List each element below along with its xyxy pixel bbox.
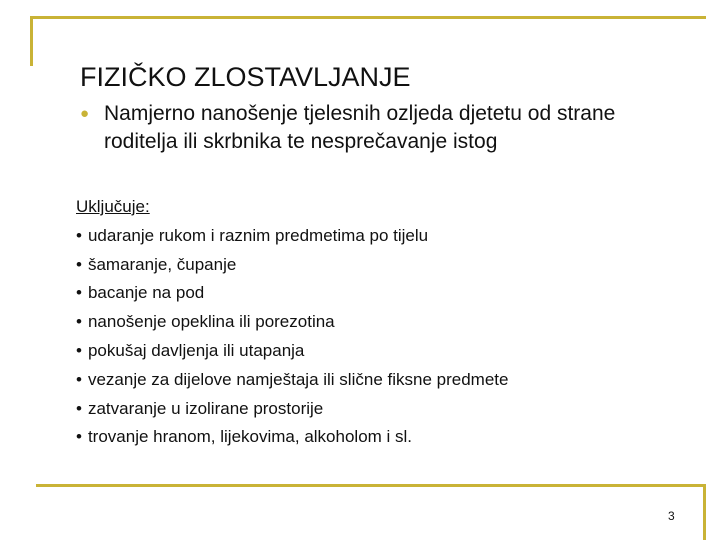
list-item	[76, 251, 508, 280]
list-item	[76, 423, 508, 452]
includes-heading: Uključuje:	[76, 197, 150, 216]
list-item-text: zatvaranje u izolirane prostorije	[87, 398, 324, 418]
list-item	[76, 279, 508, 308]
bullet-icon: •	[76, 225, 82, 245]
list-item-text: nanošenje opeklina ili porezotina	[87, 312, 335, 332]
list-item-text: vezanje za dijelove namještaja ili slične fiksne predmete	[87, 369, 509, 389]
bullet-icon: •	[76, 283, 82, 303]
frame-bottom-line	[36, 484, 706, 487]
bullet-icon: •	[76, 398, 82, 418]
bullet-icon: •	[76, 340, 82, 360]
includes-section	[76, 193, 508, 452]
includes-list	[76, 222, 508, 452]
list-item	[76, 395, 508, 424]
list-item-text: udaranje rukom i raznim predmetima po tijelu	[87, 225, 429, 245]
list-item-text: trovanje hranom, lijekovima, alkoholom i sl.	[87, 427, 413, 447]
list-item	[76, 366, 508, 395]
slide-title: FIZIČKO ZLOSTAVLJANJE	[80, 62, 411, 92]
lead-text: Namjerno nanošenje tjelesnih ozljeda djetetu od strane roditelja ili skrbnika te nesprečavanje istog	[104, 102, 616, 153]
bullet-icon: •	[76, 254, 82, 274]
list-item-text: šamaranje, čupanje	[87, 254, 237, 274]
page-number: 3	[668, 509, 675, 523]
lead-paragraph	[80, 100, 680, 156]
list-item-text: bacanje na pod	[87, 283, 205, 303]
bullet-icon: •	[76, 312, 82, 332]
bullet-icon: •	[76, 427, 82, 447]
list-item-text: pokušaj davljenja ili utapanja	[87, 340, 305, 360]
frame-top-line	[30, 16, 706, 19]
frame-right-line	[703, 484, 706, 540]
list-item	[76, 222, 508, 251]
list-item	[76, 308, 508, 337]
bullet-icon: •	[76, 369, 82, 389]
circle-bullet-icon: ●	[80, 105, 90, 122]
list-item	[76, 337, 508, 366]
frame-left-line	[30, 16, 33, 66]
